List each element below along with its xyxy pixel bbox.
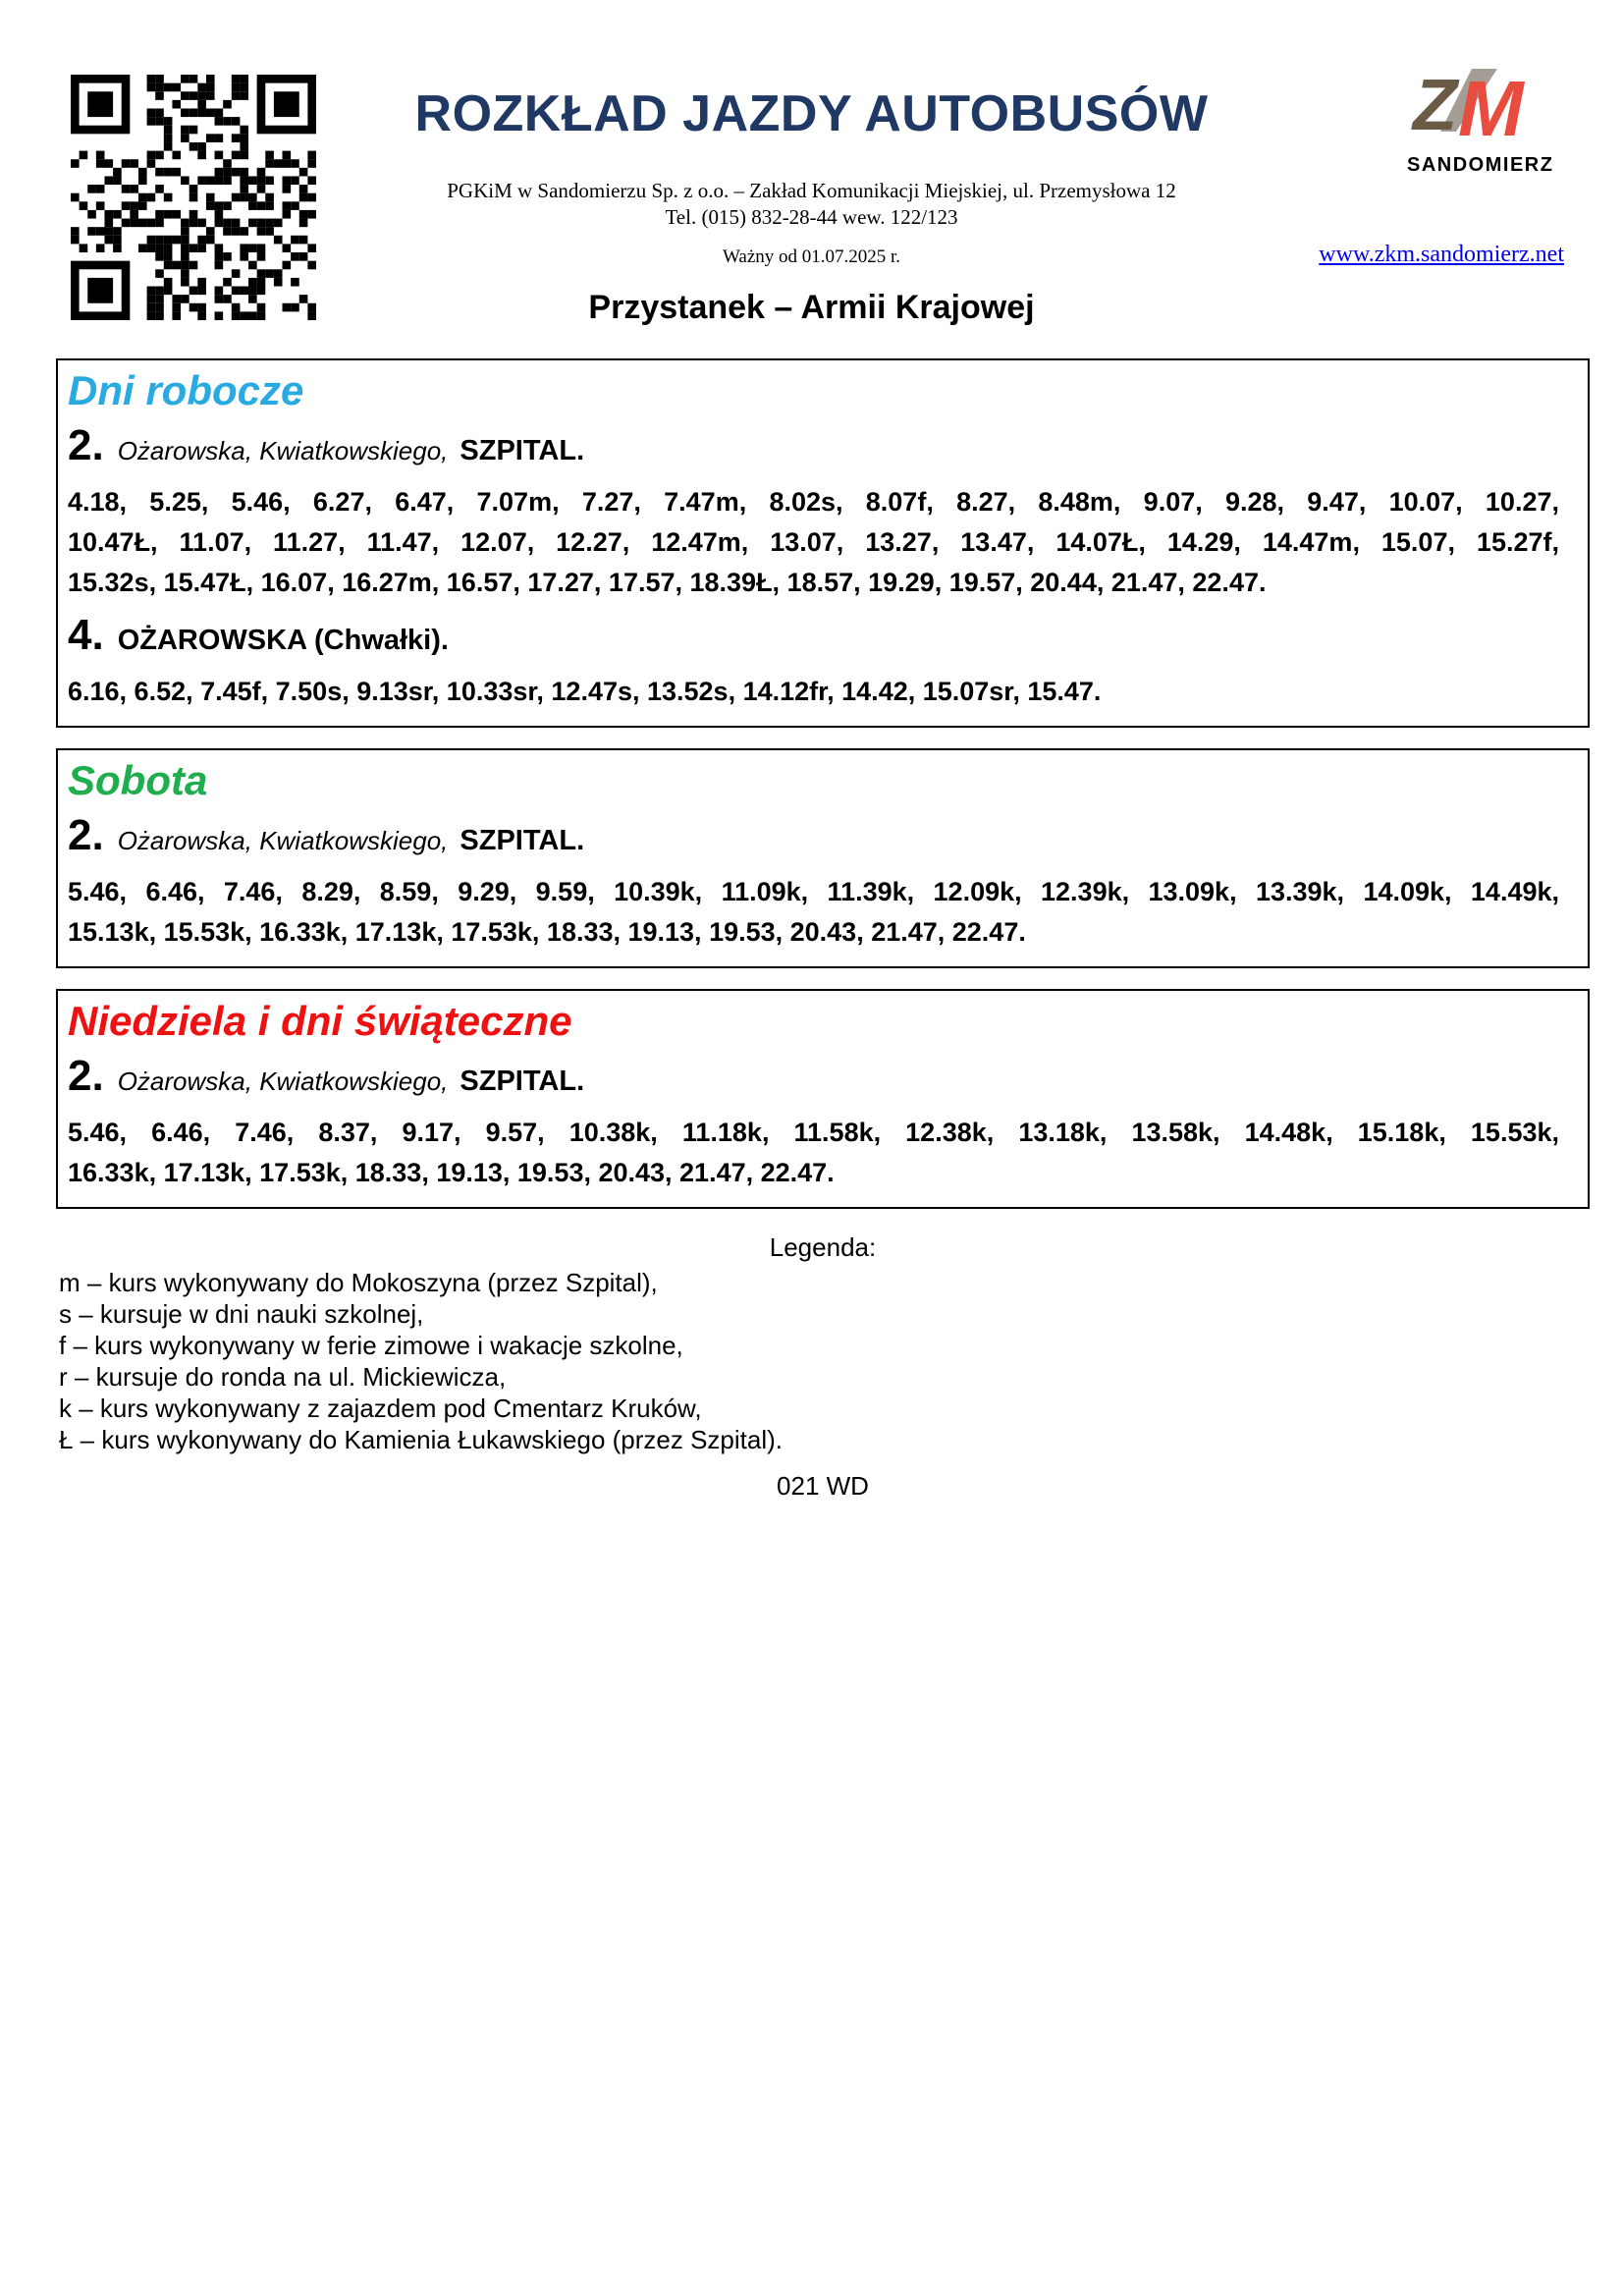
route-header xyxy=(68,612,1559,669)
website-link[interactable]: www.zkm.sandomierz.net xyxy=(1319,242,1564,267)
timetable-content xyxy=(56,358,1590,1501)
logo-letter-z: Z xyxy=(1413,67,1458,145)
valid-from-label: Ważny od 01.07.2025 r. xyxy=(722,246,901,267)
route-via: Ożarowska, Kwiatkowskiego, xyxy=(117,1066,449,1096)
stop-title: Przystanek – Armii Krajowej xyxy=(588,289,1035,326)
company-info xyxy=(0,178,1623,231)
times-line: 5.46, 6.46, 7.46, 8.37, 9.17, 9.57, 10.38k, 11.18k, 11.58k, 12.38k, 13.18k, 13.58k, 14.48k, 15.18k, 15.53k, xyxy=(68,1118,1559,1147)
times-line: 10.47Ł, 11.07, 11.27, 11.47, 12.07, 12.27, 12.47m, 13.07, 13.27, 13.47, 14.07Ł, 14.29, 14.47m, 15.07, 15.27f, xyxy=(68,527,1559,557)
route-number: 2. xyxy=(68,421,104,469)
route-destination: SZPITAL. xyxy=(460,1066,585,1097)
route-times xyxy=(68,1113,1559,1193)
section-title-saturday: Sobota xyxy=(68,757,208,803)
times-line: 4.18, 5.25, 5.46, 6.27, 6.47, 7.07m, 7.27, 7.47m, 8.02s, 8.07f, 8.27, 8.48m, 9.07, 9.28, 9.47, 10.07, 10.27, xyxy=(68,487,1559,517)
legend-item: m – kurs wykonywany do Mokoszyna (przez Szpital), xyxy=(59,1268,658,1297)
route-destination: SZPITAL. xyxy=(460,435,585,466)
route-header xyxy=(68,1053,1559,1110)
legend-title: Legenda: xyxy=(769,1232,877,1262)
logo-letter-m: M xyxy=(1458,67,1524,151)
legend-item: f – kurs wykonywany w ferie zimowe i wakacje szkolne, xyxy=(59,1331,683,1360)
legend xyxy=(56,1267,1590,1455)
section-sunday xyxy=(56,989,1590,1209)
section-saturday xyxy=(56,748,1590,968)
route-destination: OŻAROWSKA (Chwałki). xyxy=(117,625,449,656)
times-line: 15.13k, 15.53k, 16.33k, 17.13k, 17.53k, 18.33, 19.13, 19.53, 20.43, 21.47, 22.47. xyxy=(68,917,1026,947)
route-via: Ożarowska, Kwiatkowskiego, xyxy=(117,826,449,855)
company-line1: PGKiM w Sandomierzu Sp. z o.o. – Zakład Komunikacji Miejskiej, ul. Przemysłowa 12 xyxy=(447,179,1176,202)
zkm-logo-icon xyxy=(1411,67,1548,151)
times-line: 6.16, 6.52, 7.45f, 7.50s, 9.13sr, 10.33sr, 12.47s, 13.52s, 14.12fr, 14.42, 15.07sr, 15.47. xyxy=(68,677,1102,706)
route-times xyxy=(68,872,1559,953)
section-weekday xyxy=(56,358,1590,728)
legend-item: s – kursuje w dni nauki szkolnej, xyxy=(59,1299,424,1329)
legend-item: r – kursuje do ronda na ul. Mickiewicza, xyxy=(59,1362,507,1392)
page-title: ROZKŁAD JAZDY AUTOBUSÓW xyxy=(414,85,1209,142)
company-line2: Tel. (015) 832-28-44 wew. 122/123 xyxy=(665,205,958,229)
logo-city: SANDOMIERZ xyxy=(1407,154,1554,176)
times-line: 16.33k, 17.13k, 17.53k, 18.33, 19.13, 19.53, 20.43, 21.47, 22.47. xyxy=(68,1158,835,1187)
route-times xyxy=(68,482,1559,603)
route-number: 2. xyxy=(68,1052,104,1100)
legend-item: k – kurs wykonywany z zajazdem pod Cmentarz Kruków, xyxy=(59,1394,702,1423)
route-header xyxy=(68,422,1559,479)
times-line: 15.32s, 15.47Ł, 16.07, 16.27m, 16.57, 17.27, 17.57, 18.39Ł, 18.57, 19.29, 19.57, 20.44, 21.47, 22.47. xyxy=(68,568,1267,597)
route-header xyxy=(68,812,1559,869)
route-via: Ożarowska, Kwiatkowskiego, xyxy=(117,436,449,465)
section-title-sunday: Niedziela i dni świąteczne xyxy=(68,998,572,1044)
route-destination: SZPITAL. xyxy=(460,825,585,856)
document-code: 021 WD xyxy=(777,1471,869,1501)
section-title-weekday: Dni robocze xyxy=(68,367,304,413)
legend-item: Ł – kurs wykonywany do Kamienia Łukawskiego (przez Szpital). xyxy=(59,1425,784,1454)
route-number: 2. xyxy=(68,811,104,859)
route-number: 4. xyxy=(68,611,104,659)
zkm-logo xyxy=(1407,67,1552,177)
route-times xyxy=(68,672,1559,712)
times-line: 5.46, 6.46, 7.46, 8.29, 8.59, 9.29, 9.59, 10.39k, 11.09k, 11.39k, 12.09k, 12.39k, 13.09k, 13.39k, 14.09k, 14.49k, xyxy=(68,877,1559,906)
